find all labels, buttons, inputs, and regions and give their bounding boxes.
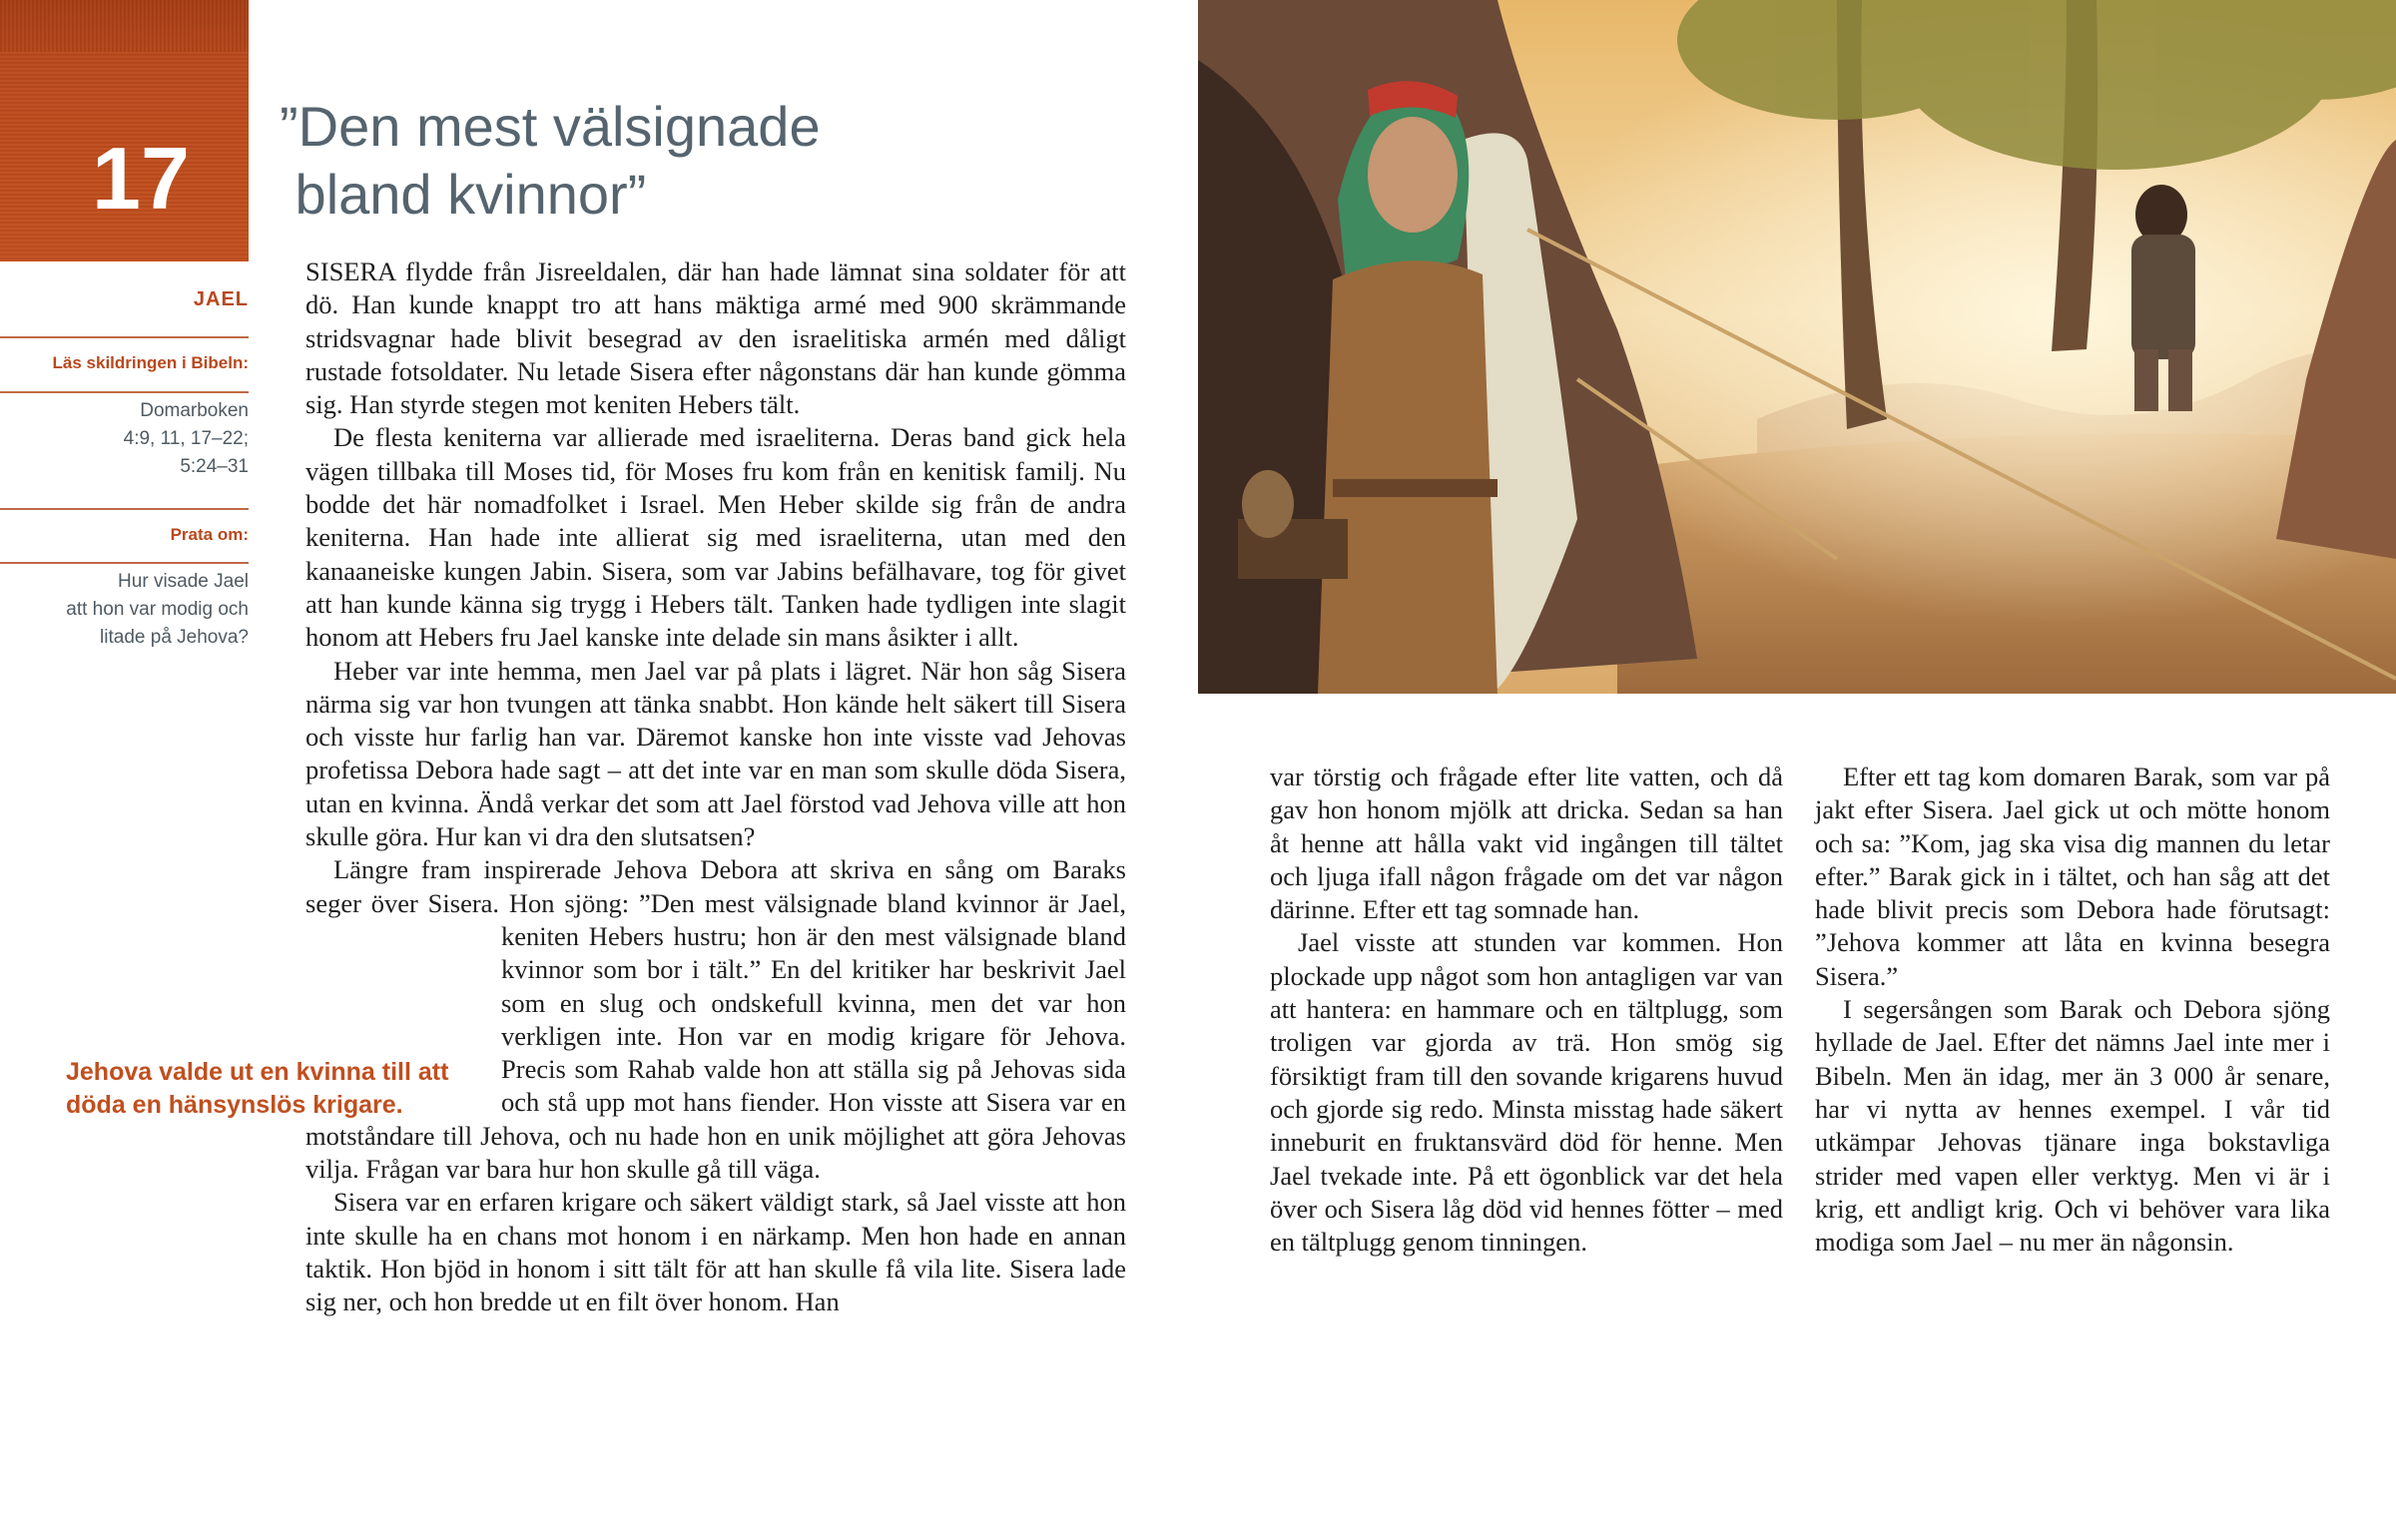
paragraph-text: Längre fram inspirerade Jehova Debora att skriva en sång om Baraks seger över Sisera. Hon sjöng: ”Den mest välsignade bland kvinnor är: [305, 854, 1126, 918]
sidebar-divider: [0, 336, 249, 338]
chapter-number: 17: [92, 129, 190, 228]
paragraph: SISERA flydde från Jisreeldalen, där han hade lämnat sina soldater för att dö. Han kunde knappt tro att hans mäktiga armé med 900 skrämmande stridsvagnar hade blivit besegrad av den israelitiska armén med dåligt rustade fotsoldater. Nu letade Sisera efter någonstans där han kunde gömma sig. Han styrde stegen mot keniten Hebers tält.: [305, 257, 1126, 420]
sidebar-divider: [0, 508, 249, 510]
chapter-block-top-strip: [0, 0, 249, 52]
pull-quote: [66, 1056, 455, 1122]
title-line: ”Den mest välsignade: [280, 95, 821, 158]
sidebar-divider: [0, 562, 249, 564]
question-line: litade på Jehova?: [100, 627, 249, 648]
chapter-number-block: [0, 0, 249, 261]
question-line: att hon var modig och: [66, 599, 249, 620]
paragraph: Heber var inte hemma, men Jael var på plats i lägret. När hon såg Sisera närma sig var hon tvungen att tänka snabbt. Hon kände helt säkert till Sisera och visste hur farlig han var. Däremot kanske hon inte visste vad Jehovas profetissa Debora hade sagt – att det inte var en man som skulle döda Sisera, utan en kvinna. Ändå verkar det som att Jael förstod vad Jehova ville att hon skulle göra. Hur kan vi dra den slutsatsen?: [305, 655, 1126, 852]
reference-line: 5:24–31: [180, 456, 249, 477]
body-column-2: [1270, 761, 1783, 1259]
reference-line: Domarboken: [140, 400, 249, 421]
paragraph: Jael visste att stunden var kommen. Hon plockade upp något som hon antagligen var van att hantera: en hammare och en tältplugg, som troligen var gjorda av trä. Hon smög sig försiktigt fram till den sovande krigarens huvud och gjorde sig redo. Minsta misstag hade säkert inneburit en fruktansvärd död för henne. Men Jael tvekade inte. På ett ögonblick var det hela över och Sisera låg död vid hennes fötter – med en tältplugg genom tinningen.: [1270, 927, 1783, 1258]
paragraph: Efter ett tag kom domaren Barak, som var på jakt efter Sisera. Jael gick ut och mötte honom och sa: ”Kom, jag ska visa dig mannen du letar efter.” Barak gick in i tältet, och han såg att det hade blivit precis som Debora hade förutsagt: ”Jehova kommer att låta en kvinna besegra Sisera.”: [1815, 762, 2330, 991]
body-column-3: [1815, 761, 2330, 1259]
pull-quote-line: döda en hänsynslös krigare.: [66, 1091, 403, 1119]
paragraph: I segersången som Barak och Debora sjöng hyllade de Jael. Efter det nämns Jael inte mer i Bibeln. Men än idag, mer än 3 000 år senare, har vi nytta av hennes exempel. I vår tid utkämpar Jehovas tjänare inga bokstavliga strider med vapen eller verktyg. Men vi är i krig, ett andligt krig. Och vi behöver vara lika modiga som Jael – nu mer än någonsin.: [1815, 994, 2330, 1258]
paragraph: De flesta keniterna var allierade med israeliterna. Deras band gick hela vägen tillbaka till Moses tid, för Moses fru kom från en kenitisk familj. Nu bodde det här nomadfolket i Israel. Men Heber skilde sig från de andra keniterna. Han hade inte allierat sig med israeliterna, utan med den kanaaneiske kungen Jabin. Sisera, som var Jabins befälhavare, tog för givet att han kunde känna sig trygg i Hebers tält. Tanken hade tydligen inte slagit honom att Hebers fru Jael kanske inte delade sin mans åsikter i allt.: [305, 422, 1126, 653]
discuss-label: Prata om:: [170, 525, 249, 544]
sidebar-divider: [0, 391, 249, 393]
bible-reference: [124, 397, 249, 481]
paragraph: var törstig och frågade efter lite vatten, och då gav hon honom mjölk att dricka. Sedan sa han åt henne att hålla vakt vid ingången till tältet och ljuga ifall någon frågade om det var någon därinne. Efter ett tag somnade han.: [1270, 762, 1783, 925]
pull-quote-line: Jehova valde ut en kvinna till att: [66, 1058, 449, 1086]
question-line: Hur visade Jael: [118, 571, 249, 592]
character-name: JAEL: [193, 288, 249, 310]
chapter-title: [280, 93, 918, 229]
title-line: bland kvinnor”: [280, 163, 647, 226]
body-column-1: [305, 256, 1126, 1319]
paragraph-with-quote-inset: [305, 853, 1126, 1186]
jael-tent-illustration: [1198, 0, 2396, 694]
paragraph-text: Jael, keniten Hebers hustru; hon är den mest välsignade bland kvinnor som bor i tält.” En del kritiker har beskrivit Jael som en slug och ondskefull kvinna, men det var hon verkligen inte. Hon var en modig krigare för Jehova. Precis som Rahab valde hon att ställa sig på Jehovas sida och stå upp mot hans fiender. Hon visste att Sisera var en motståndare till Jehova, och nu hade hon en unik möjlighet att göra Jehovas vilja. Frågan var bara hur hon skulle gå till väga.: [305, 887, 1126, 1185]
read-label: Läs skildringen i Bibeln:: [52, 353, 249, 372]
reference-line: 4:9, 11, 17–22;: [123, 428, 249, 449]
discussion-question: [66, 568, 249, 652]
paragraph: Sisera var en erfaren krigare och säkert väldigt stark, så Jael visste att hon inte skulle ha en chans mot honom i en närkamp. Men hon hade en annan taktik. Hon bjöd in honom i sitt tält för att han skulle få vila lite. Sisera lade sig ner, och hon bredde ut en filt över honom. Han: [305, 1187, 1126, 1317]
